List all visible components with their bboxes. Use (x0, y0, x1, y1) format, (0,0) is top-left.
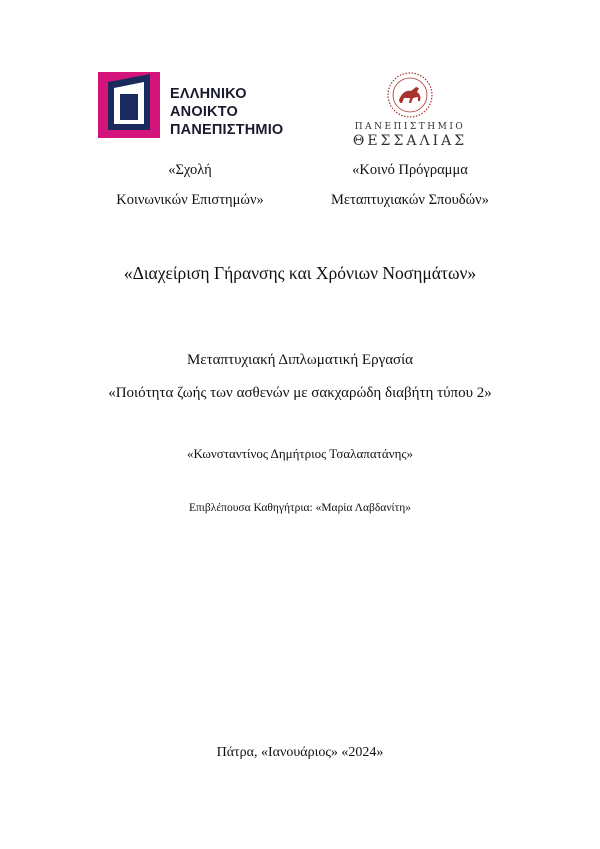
school-name (90, 155, 290, 215)
document-type: Μεταπτυχιακή Διπλωματική Εργασία (186, 352, 414, 368)
place-date: Πάτρα, «Ιανουάριος» «2024» (216, 745, 384, 760)
school-name-line: Κοινωνικών Επιστημών» (116, 192, 264, 208)
uth-emblem-icon (385, 70, 435, 120)
eap-logo-line: ΕΛΛΗΝΙΚΟ (170, 86, 247, 102)
eap-logo-text (170, 85, 283, 139)
eap-logo-line: ΠΑΝΕΠΙΣΤΗΜΙΟ (170, 122, 284, 138)
program-name (310, 155, 510, 215)
program-title: «Διαχείριση Γήρανσης και Χρόνιων Νοσημάτων» (123, 263, 477, 283)
school-name-line: «Σχολή (168, 162, 212, 178)
eap-logo-line: ΑΝΟΙΚΤΟ (170, 104, 238, 120)
supervisor: Επιβλέπουσα Καθηγήτρια: «Μαρία Λαβδανίτη» (188, 502, 412, 514)
uth-logo-line1: ΠΑΝΕΠΙΣΤΗΜΙΟ (354, 122, 466, 132)
program-name-line: Μεταπτυχιακών Σπουδών» (331, 192, 489, 208)
author-name: «Κωνσταντίνος Δημήτριος Τσαλαπατάνης» (186, 446, 414, 461)
uth-logo-line2: ΘΕΣΣΑΛΙΑΣ (352, 133, 468, 149)
thesis-title: «Ποιότητα ζωής των ασθενών με σακχαρώδη διαβήτη τύπου 2» (108, 385, 492, 401)
program-name-line: «Κοινό Πρόγραμμα (352, 162, 468, 178)
